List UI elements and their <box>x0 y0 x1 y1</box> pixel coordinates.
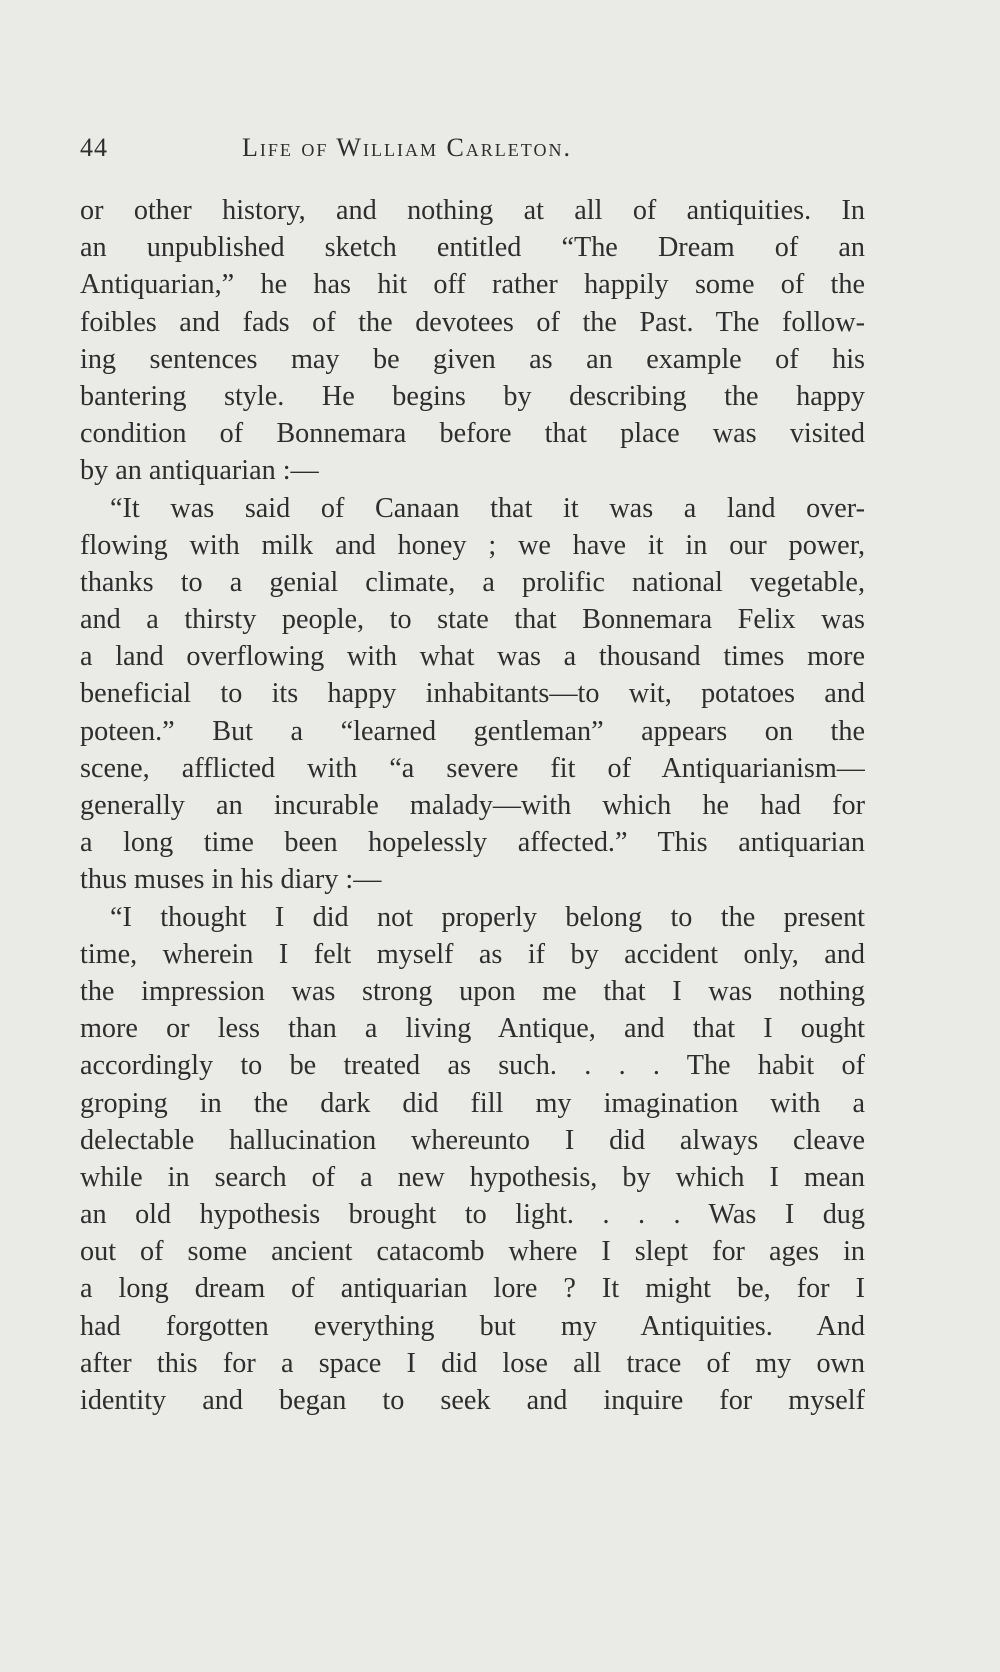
text-line: the impression was strong upon me that I was nothing <box>80 975 865 1007</box>
text-line: “It was said of Canaan that it was a land over- <box>110 492 865 524</box>
text-line: thus muses in his diary :— <box>80 864 382 896</box>
text-line: time, wherein I felt myself as if by accident only, and <box>80 938 865 970</box>
text-line: identity and began to seek and inquire for myself <box>80 1385 865 1416</box>
running-title: Life of William Carleton. <box>242 133 572 162</box>
body-text <box>80 192 865 1419</box>
text-line: while in search of a new hypothesis, by which I mean <box>80 1161 865 1193</box>
text-line: thanks to a genial climate, a prolific national vegetable, <box>80 566 865 598</box>
text-line: “I thought I did not properly belong to the present <box>110 901 865 933</box>
text-line: poteen.” But a “learned gentleman” appears on the <box>80 715 865 747</box>
text-line: out of some ancient catacomb where I slept for ages in <box>80 1236 865 1268</box>
text-line: delectable hallucination whereunto I did always cleave <box>80 1124 865 1156</box>
text-line: or other history, and nothing at all of antiquities. In <box>80 195 865 226</box>
text-line: Antiquarian,” he has hit off rather happily some of the <box>80 269 865 301</box>
text-line: by an antiquarian :— <box>80 455 319 487</box>
text-line: beneficial to its happy inhabitants—to wit, potatoes and <box>80 678 865 710</box>
text-line: a land overflowing with what was a thousand times more <box>80 641 865 673</box>
text-line: accordingly to be treated as such. . . . The habit of <box>80 1050 865 1082</box>
text-line: had forgotten everything but my Antiquities. And <box>80 1310 865 1342</box>
text-line: condition of Bonnemara before that place was visited <box>80 418 865 450</box>
text-line: a long time been hopelessly affected.” This antiquarian <box>80 827 865 859</box>
text-line: an old hypothesis brought to light. . . . Was I dug <box>80 1199 865 1231</box>
text-line: more or less than a living Antique, and that I ought <box>80 1013 865 1045</box>
text-line: generally an incurable malady—with which he had for <box>80 790 865 821</box>
text-line: flowing with milk and honey ; we have it in our power, <box>80 529 865 561</box>
page-number: 44 <box>80 133 108 162</box>
text-line: groping in the dark did fill my imagination with a <box>80 1087 865 1119</box>
text-line: a long dream of antiquarian lore ? It might be, for I <box>80 1273 865 1305</box>
text-line: scene, afflicted with “a severe fit of Antiquarianism— <box>80 752 865 784</box>
text-line: and a thirsty people, to state that Bonnemara Felix was <box>80 604 865 636</box>
text-line: an unpublished sketch entitled “The Dream of an <box>80 232 865 264</box>
text-line: ing sentences may be given as an example of his <box>80 343 865 375</box>
text-line: bantering style. He begins by describing the happy <box>80 380 865 412</box>
running-head <box>80 133 880 173</box>
text-line: foibles and fads of the devotees of the Past. The follow- <box>80 306 865 338</box>
text-line: after this for a space I did lose all trace of my own <box>80 1347 865 1379</box>
